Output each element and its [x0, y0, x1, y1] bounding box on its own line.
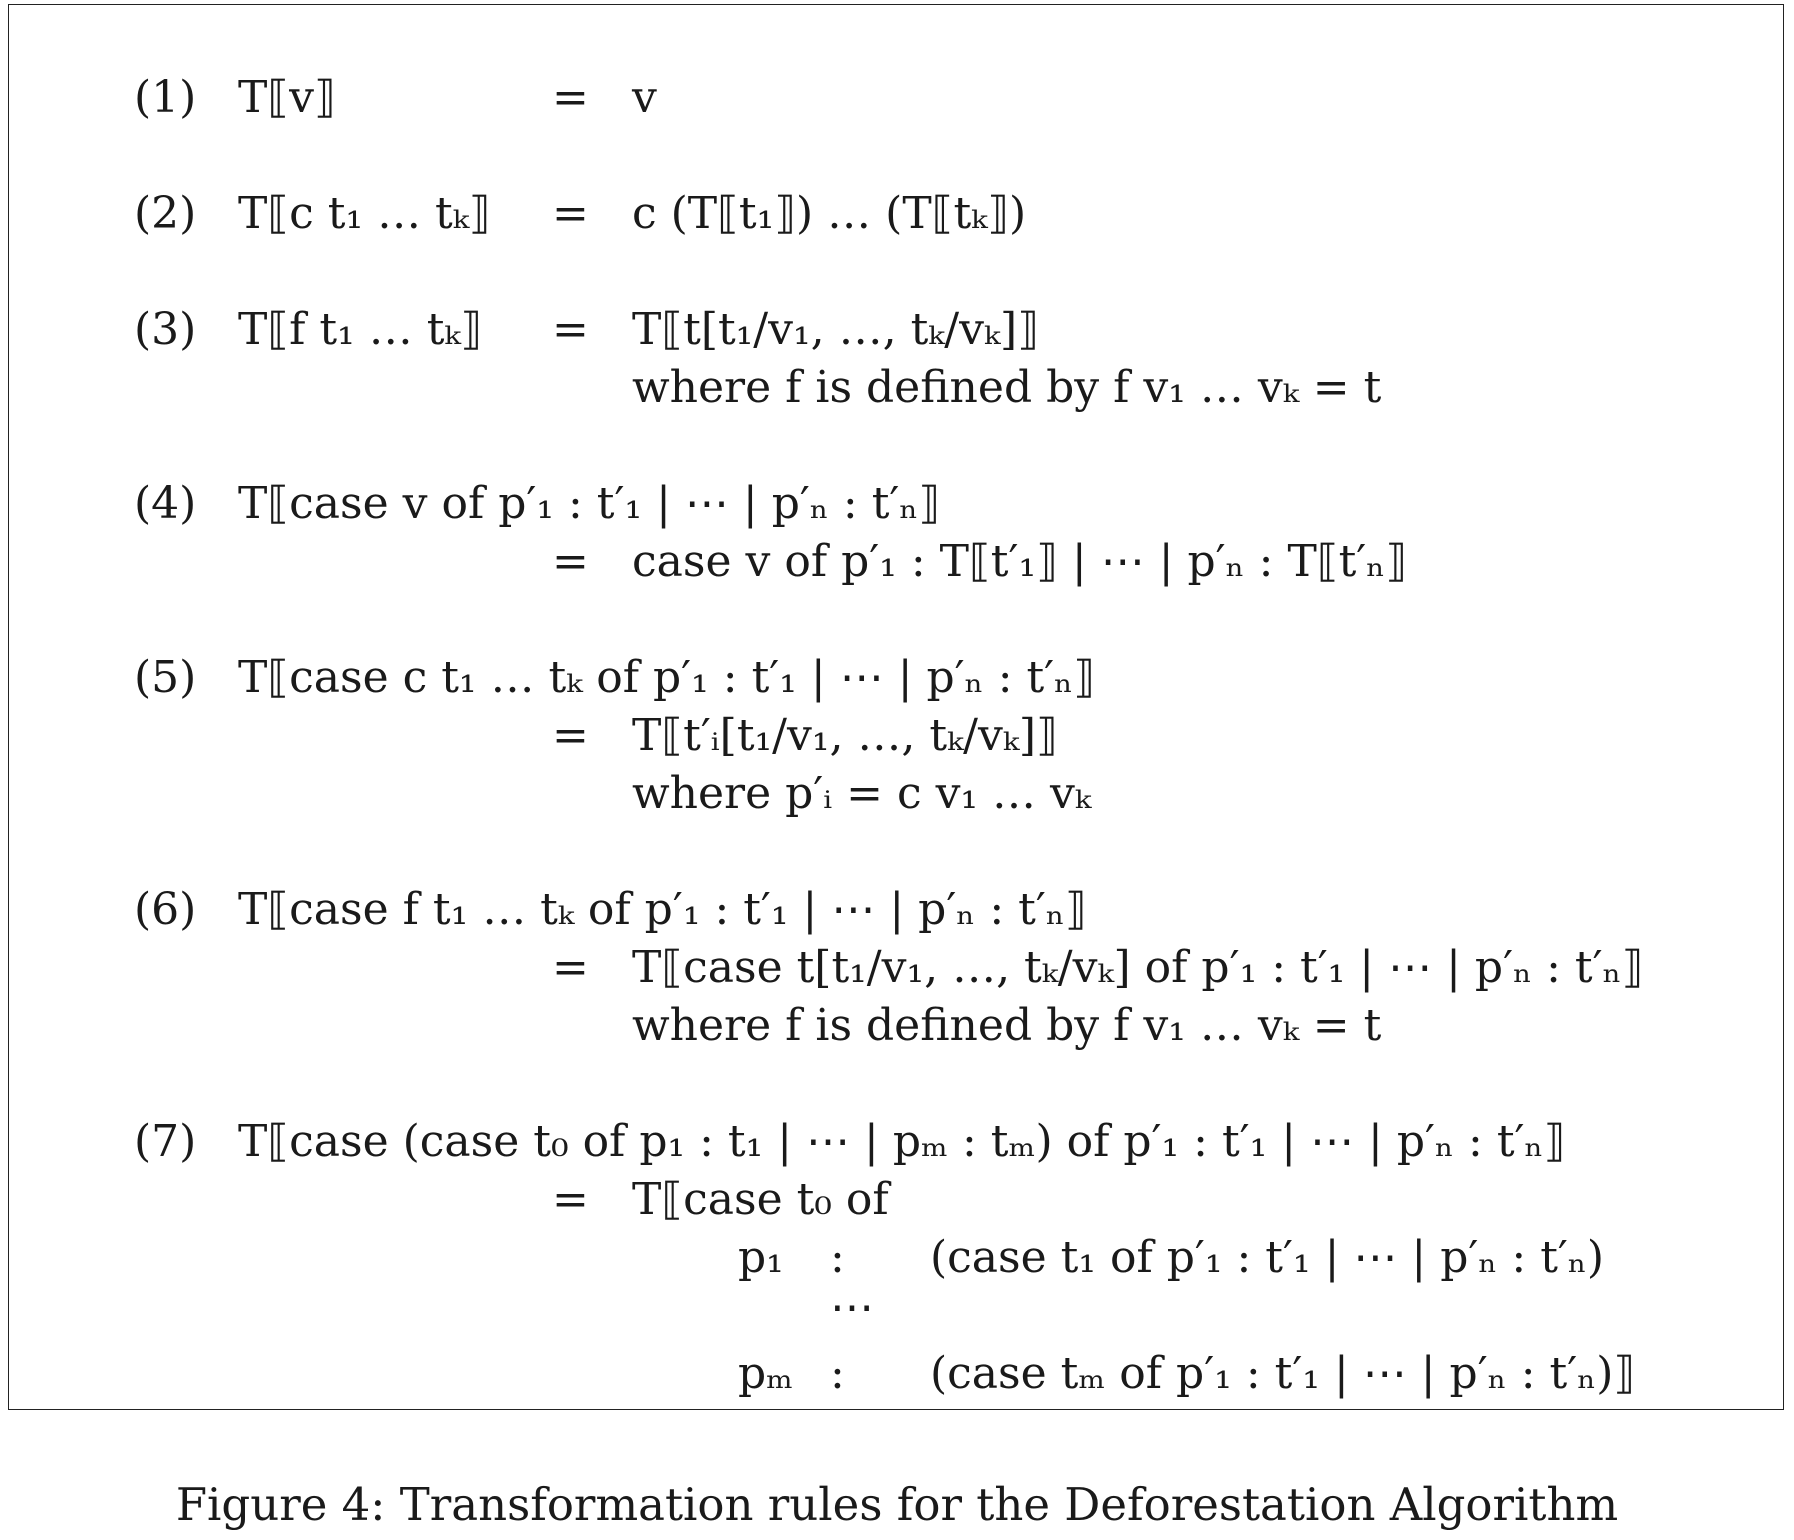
branch-colon: : — [830, 1348, 845, 1399]
branch-colon: : — [830, 1232, 845, 1283]
rule-lhs: T⟦f t₁ … tₖ⟧ — [238, 304, 483, 355]
rule-number: (1) — [134, 72, 197, 123]
rule-rhs: v — [632, 72, 657, 123]
rule-lhs: T⟦case c t₁ … tₖ of p′₁ : t′₁ | ⋯ | p′ₙ : t′ₙ⟧ — [238, 652, 1095, 703]
branch-pattern: p₁ — [738, 1232, 784, 1283]
equals-sign: = — [552, 304, 589, 355]
rule-lhs: T⟦case f t₁ … tₖ of p′₁ : t′₁ | ⋯ | p′ₙ : t′ₙ⟧ — [238, 884, 1087, 935]
equals-sign: = — [552, 536, 589, 587]
where-clause: where f is defined by f v₁ … vₖ = t — [632, 362, 1382, 413]
equals-sign: = — [552, 942, 589, 993]
rule-lhs: T⟦c t₁ … tₖ⟧ — [238, 188, 491, 239]
where-clause: where f is defined by f v₁ … vₖ = t — [632, 1000, 1382, 1051]
rule-rhs: case v of p′₁ : T⟦t′₁⟧ | ⋯ | p′ₙ : T⟦t′ₙ⟧ — [632, 536, 1408, 587]
equals-sign: = — [552, 188, 589, 239]
branch-body: (case tₘ of p′₁ : t′₁ | ⋯ | p′ₙ : t′ₙ)⟧ — [930, 1348, 1636, 1399]
rule-number: (6) — [134, 884, 197, 935]
rule-number: (5) — [134, 652, 197, 703]
rule-lhs: T⟦case (case t₀ of p₁ : t₁ | ⋯ | pₘ : tₘ) of p′₁ : t′₁ | ⋯ | p′ₙ : t′ₙ⟧ — [238, 1116, 1566, 1167]
equals-sign: = — [552, 710, 589, 761]
rule-lhs: T⟦v⟧ — [238, 72, 336, 123]
rule-number: (4) — [134, 478, 197, 529]
branch-body: (case t₁ of p′₁ : t′₁ | ⋯ | p′ₙ : t′ₙ) — [930, 1232, 1605, 1283]
rule-number: (7) — [134, 1116, 197, 1167]
rule-rhs: c (T⟦t₁⟧) … (T⟦tₖ⟧) — [632, 188, 1027, 239]
rule-number: (2) — [134, 188, 197, 239]
rule-number: (3) — [134, 304, 197, 355]
equals-sign: = — [552, 72, 589, 123]
equals-sign: = — [552, 1174, 589, 1225]
rule-lhs: T⟦case v of p′₁ : t′₁ | ⋯ | p′ₙ : t′ₙ⟧ — [238, 478, 941, 529]
rule-rhs: T⟦t′ᵢ[t₁/v₁, …, tₖ/vₖ]⟧ — [632, 710, 1058, 761]
rule-rhs: T⟦case t[t₁/v₁, …, tₖ/vₖ] of p′₁ : t′₁ | ⋯ | p′ₙ : t′ₙ⟧ — [632, 942, 1644, 993]
rule-rhs: T⟦case t₀ of — [632, 1174, 889, 1225]
branch-pattern: pₘ — [738, 1348, 794, 1399]
rule-rhs: T⟦t[t₁/v₁, …, tₖ/vₖ]⟧ — [632, 304, 1039, 355]
ellipsis: ⋯ — [830, 1282, 874, 1333]
figure-caption: Figure 4: Transformation rules for the Deforestation Algorithm — [175, 1478, 1619, 1531]
where-clause: where p′ᵢ = c v₁ … vₖ — [632, 768, 1091, 819]
